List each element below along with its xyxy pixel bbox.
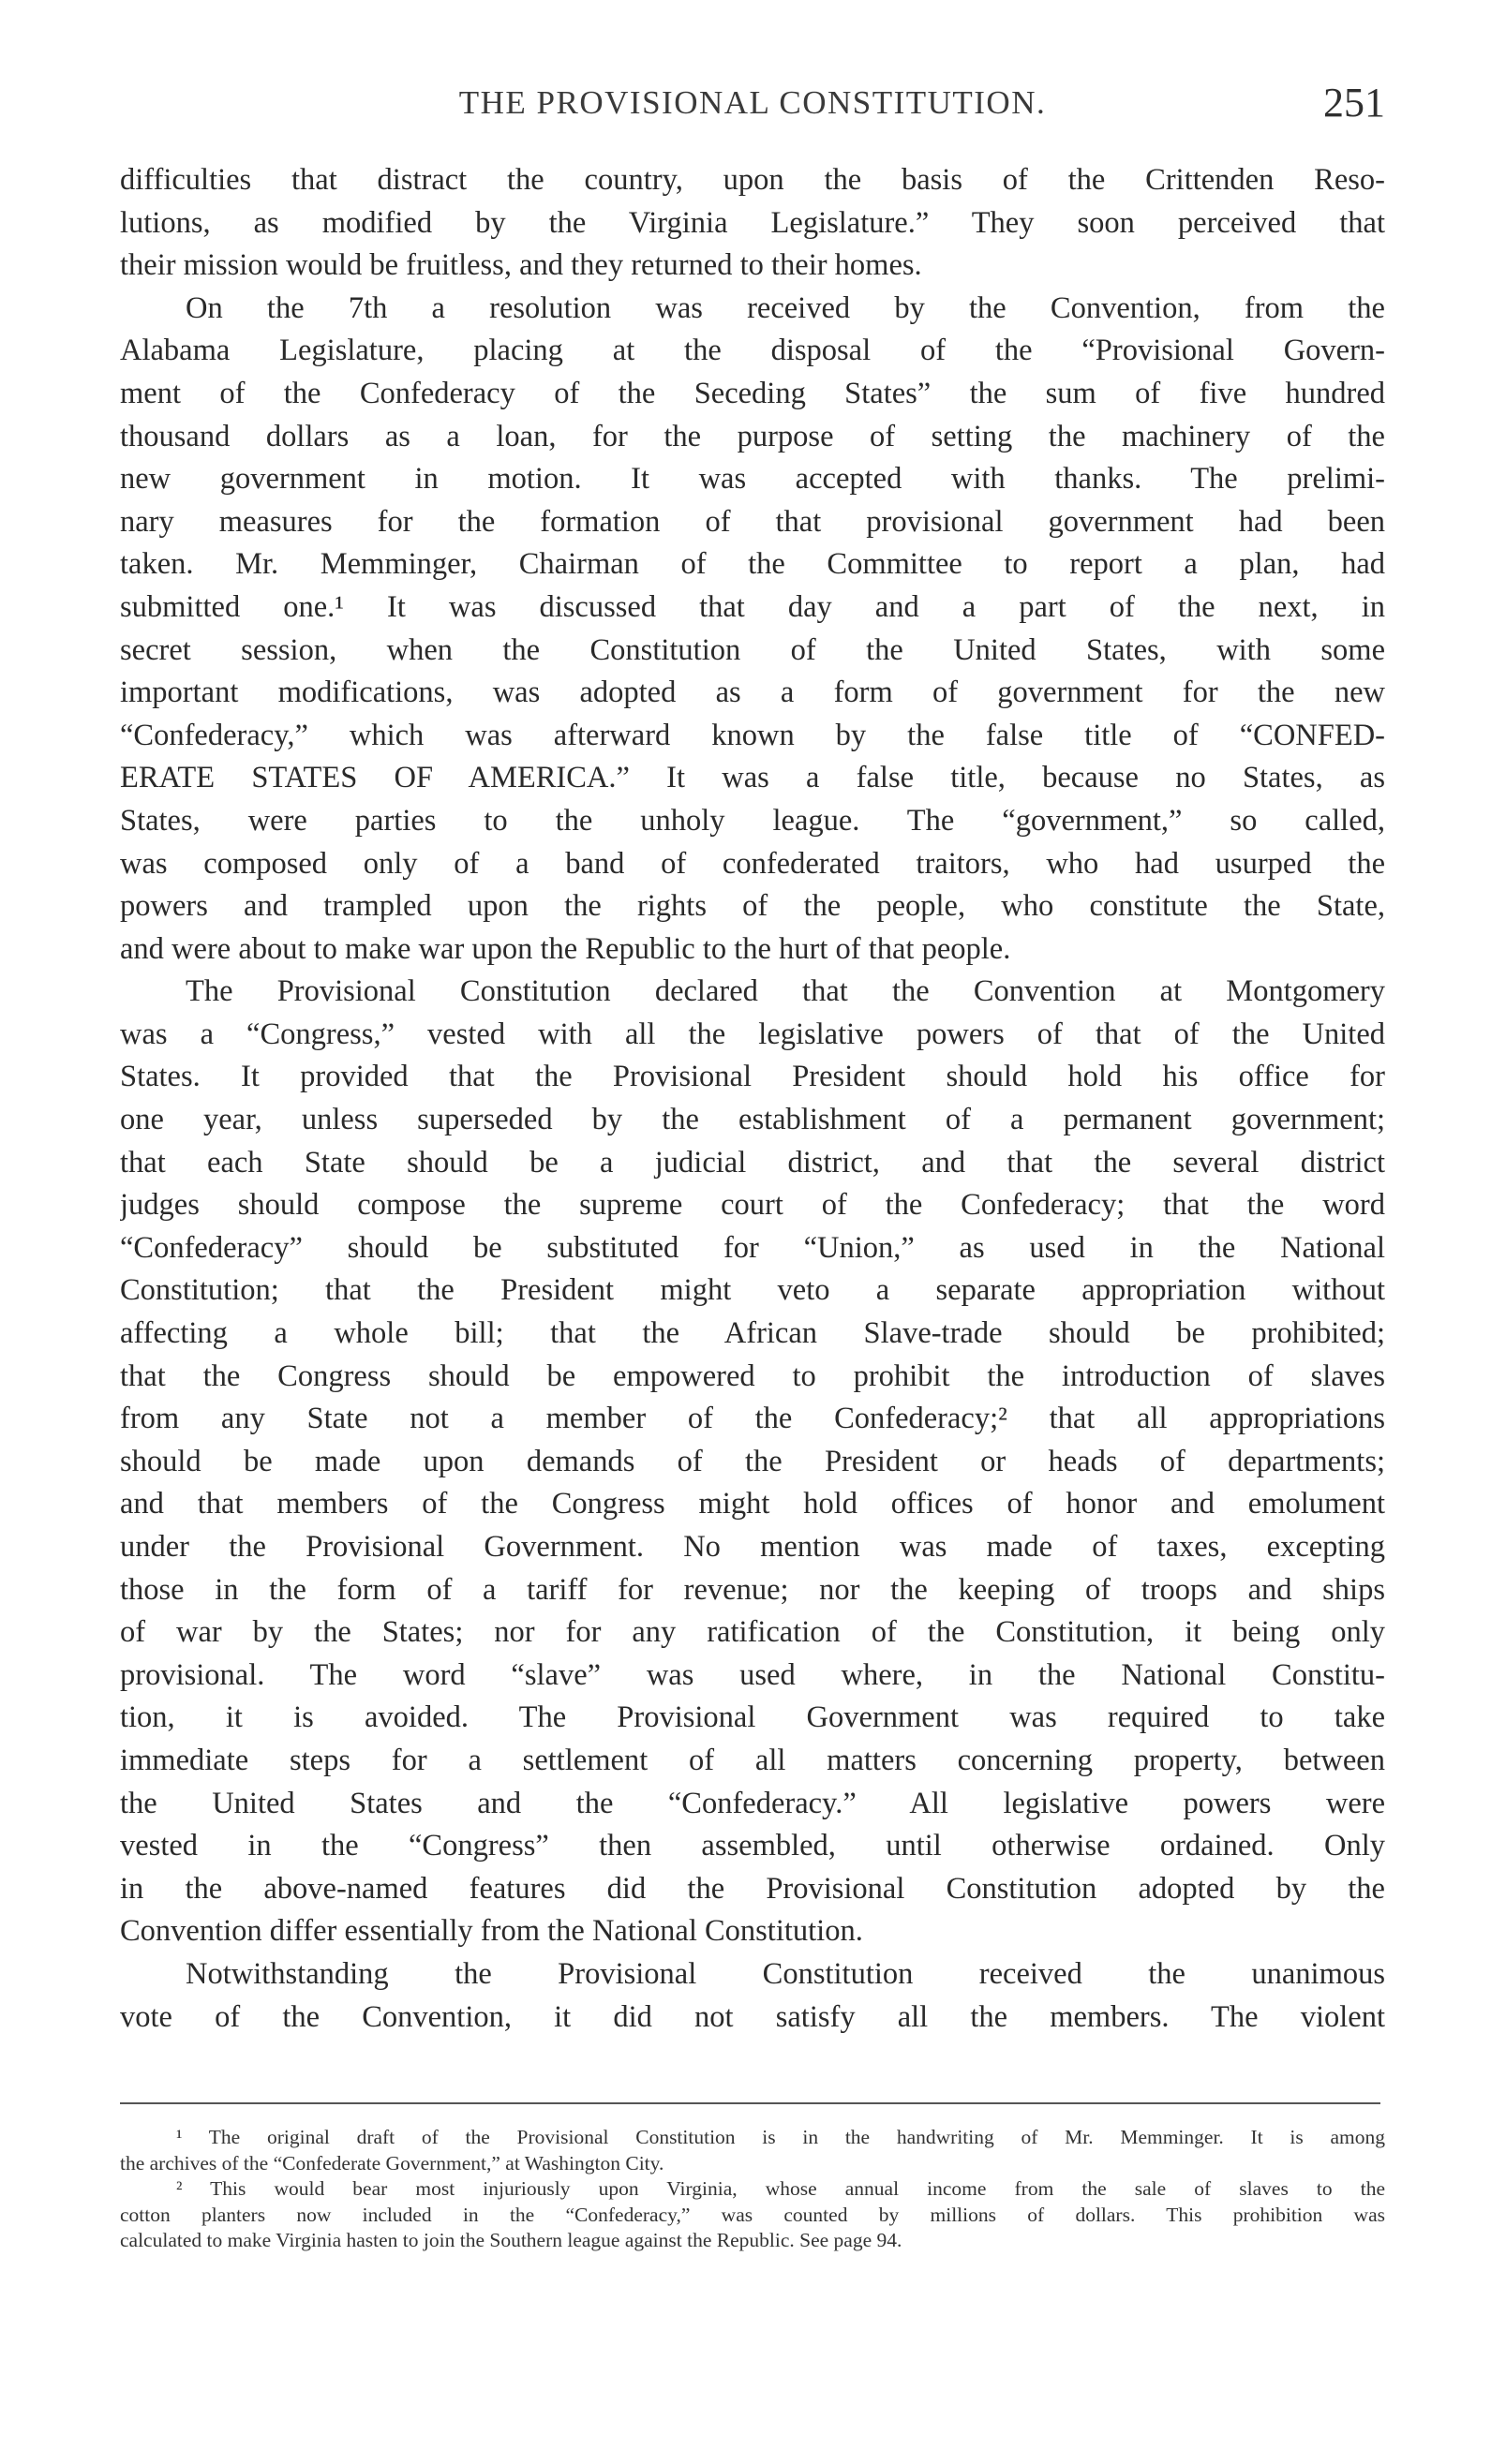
footnote-line: ¹ The original draft of the Provisional Constitution is in the handwriting of Mr. Memminger. It is among — [176, 2126, 1385, 2148]
body-line: secret session, when the Constitution of the United States, with some — [120, 632, 1385, 667]
body-line: that each State should be a judicial district, and that the several district — [120, 1145, 1385, 1180]
body-line: important modifications, was adopted as a form of government for the new — [120, 675, 1385, 710]
body-line: in the above-named features did the Provisional Constitution adopted by the — [120, 1871, 1385, 1906]
footnote-line: calculated to make Virginia hasten to join the Southern league against the Republic. See page 94. — [120, 2229, 902, 2251]
running-head-title: THE PROVISIONAL CONSTITUTION. — [458, 84, 1047, 121]
page-number: 251 — [1323, 80, 1385, 126]
body-line: and that members of the Congress might hold offices of honor and emolument — [120, 1487, 1385, 1521]
body-line: submitted one.¹ It was discussed that day and a part of the next, in — [120, 589, 1385, 624]
body-line: States, were parties to the unholy league. The “government,” so called, — [120, 803, 1385, 838]
body-line: Convention differ essentially from the National Constitution. — [120, 1914, 863, 1949]
body-line: the United States and the “Confederacy.” All legislative powers were — [120, 1786, 1385, 1820]
body-line: Constitution; that the President might veto a separate appropriation without — [120, 1273, 1385, 1308]
body-line: of war by the States; nor for any ratification of the Constitution, it being only — [120, 1615, 1385, 1650]
body-line: Notwithstanding the Provisional Constitution received the unanimous — [186, 1956, 1385, 1991]
body-line: one year, unless superseded by the establishment of a permanent government; — [120, 1103, 1385, 1137]
body-line: new government in motion. It was accepted with thanks. The prelimi- — [120, 462, 1385, 497]
body-line: “Confederacy,” which was afterward known by the false title of “CONFED- — [120, 718, 1385, 752]
footnote-line: ² This would bear most injuriously upon Virginia, whose annual income from the sale of slaves to the — [176, 2177, 1385, 2200]
body-line: those in the form of a tariff for revenue; nor the keeping of troops and ships — [120, 1572, 1385, 1607]
footnote-line: the archives of the “Confederate Government,” at Washington City. — [120, 2151, 664, 2175]
body-line: under the Provisional Government. No mention was made of taxes, excepting — [120, 1530, 1385, 1564]
body-line: provisional. The word “slave” was used where, in the National Constitu- — [120, 1657, 1385, 1692]
body-line: judges should compose the supreme court of the Confederacy; that the word — [120, 1188, 1385, 1223]
body-line: difficulties that distract the country, upon the basis of the Crittenden Reso- — [120, 163, 1385, 197]
body-line: their mission would be fruitless, and they returned to their homes. — [120, 248, 922, 283]
body-text — [120, 159, 1385, 2039]
body-line: was a “Congress,” vested with all the legislative powers of that of the United — [120, 1017, 1385, 1051]
body-line: On the 7th a resolution was received by the Convention, from the — [186, 290, 1385, 325]
body-line: taken. Mr. Memminger, Chairman of the Committee to report a plan, had — [120, 547, 1385, 582]
body-line: from any State not a member of the Confederacy;² that all appropriations — [120, 1402, 1385, 1436]
body-line: affecting a whole bill; that the African Slave-trade should be prohibited; — [120, 1316, 1385, 1351]
body-line: vested in the “Congress” then assembled, until otherwise ordained. Only — [120, 1829, 1385, 1863]
body-line: and were about to make war upon the Republic to the hurt of that people. — [120, 931, 1011, 966]
body-line: The Provisional Constitution declared that the Convention at Montgomery — [186, 974, 1385, 1009]
body-line: lutions, as modified by the Virginia Legislature.” They soon perceived that — [120, 205, 1385, 240]
body-line: States. It provided that the Provisional President should hold his office for — [120, 1060, 1385, 1094]
body-line: powers and trampled upon the rights of the people, who constitute the State, — [120, 889, 1385, 924]
running-head — [120, 79, 1385, 126]
footnote-divider — [120, 2102, 1380, 2104]
body-line: thousand dollars as a loan, for the purpose of setting the machinery of the — [120, 419, 1385, 453]
body-line: should be made upon demands of the President or heads of departments; — [120, 1444, 1385, 1478]
body-line: Alabama Legislature, placing at the disposal of the “Provisional Govern- — [120, 334, 1385, 368]
body-line: immediate steps for a settlement of all matters concerning property, between — [120, 1743, 1385, 1777]
body-line: nary measures for the formation of that provisional government had been — [120, 504, 1385, 539]
body-line: ment of the Confederacy of the Seceding States” the sum of five hundred — [120, 376, 1385, 410]
body-line: vote of the Convention, it did not satisfy all the members. The violent — [120, 1999, 1385, 2034]
body-line: “Confederacy” should be substituted for “Union,” as used in the National — [120, 1230, 1385, 1265]
body-line: ERATE STATES OF AMERICA.” It was a false title, because no States, as — [120, 761, 1385, 795]
body-line: was composed only of a band of confederated traitors, who had usurped the — [120, 846, 1385, 881]
body-line: tion, it is avoided. The Provisional Government was required to take — [120, 1700, 1385, 1735]
footnotes — [120, 2125, 1385, 2254]
body-line: that the Congress should be empowered to prohibit the introduction of slaves — [120, 1358, 1385, 1393]
footnote-line: cotton planters now included in the “Confederacy,” was counted by millions of dollars. This prohibition was — [120, 2203, 1385, 2226]
